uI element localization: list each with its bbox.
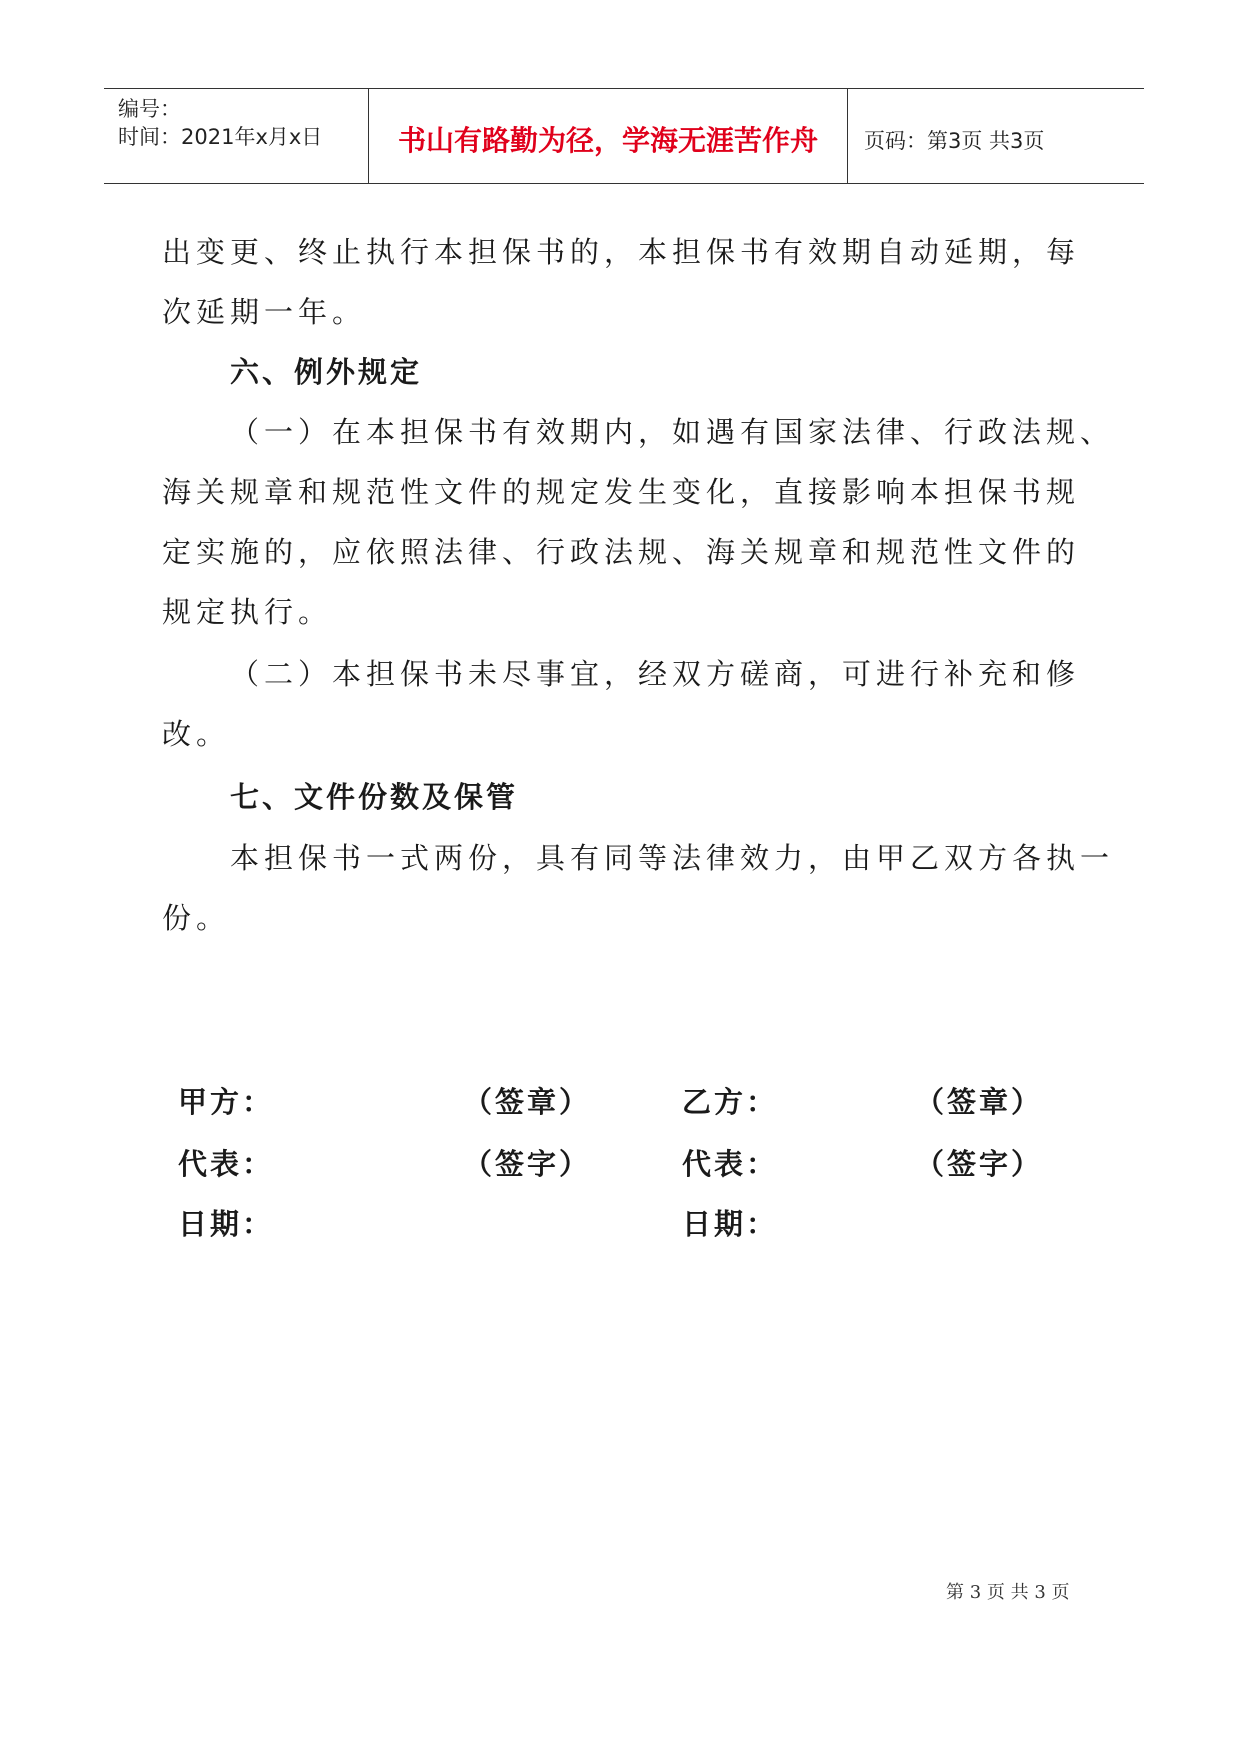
section-heading-7: 七、文件份数及保管 — [230, 780, 519, 814]
section-heading-6: 六、例外规定 — [230, 355, 423, 389]
body-line: 份。 — [162, 901, 231, 935]
page-header — [104, 88, 1144, 184]
header-left-cell — [104, 89, 369, 183]
body-line: 次延期一年。 — [162, 295, 367, 329]
rep-b-label: 代表： — [682, 1147, 779, 1181]
header-page-code: 页码：第3页 共3页 — [864, 129, 1045, 153]
doc-number: 编号： — [118, 97, 181, 121]
party-b-seal: （签章） — [915, 1085, 1044, 1119]
party-a-seal: （签章） — [463, 1085, 592, 1119]
body-line: （二）本担保书未尽事宜，经双方磋商，可进行补充和修 — [230, 657, 1081, 691]
party-b-label: 乙方： — [682, 1085, 779, 1119]
page-footer: 第 3 页 共 3 页 — [946, 1582, 1070, 1603]
header-motto: 书山有路勤为径，学海无涯苦作舟 — [397, 124, 818, 157]
doc-time: 时间：2021年x月x日 — [118, 125, 323, 149]
body-line: 出变更、终止执行本担保书的，本担保书有效期自动延期，每 — [162, 235, 1081, 269]
rep-b-sign: （签字） — [915, 1147, 1044, 1181]
rep-a-label: 代表： — [178, 1147, 275, 1181]
party-a-label: 甲方： — [178, 1085, 275, 1119]
body-line: 本担保书一式两份，具有同等法律效力，由甲乙双方各执一 — [230, 841, 1115, 875]
body-line: 改。 — [162, 717, 231, 751]
body-line: 海关规章和规范性文件的规定发生变化，直接影响本担保书规 — [162, 475, 1081, 509]
rep-a-sign: （签字） — [463, 1147, 592, 1181]
body-line: 规定执行。 — [162, 595, 333, 629]
date-b-label: 日期： — [682, 1207, 779, 1241]
header-right-cell — [848, 89, 1144, 183]
date-a-label: 日期： — [178, 1207, 275, 1241]
body-line: 定实施的，应依照法律、行政法规、海关规章和规范性文件的 — [162, 535, 1081, 569]
header-middle-cell — [369, 89, 848, 183]
body-line: （一）在本担保书有效期内，如遇有国家法律、行政法规、 — [230, 415, 1115, 449]
